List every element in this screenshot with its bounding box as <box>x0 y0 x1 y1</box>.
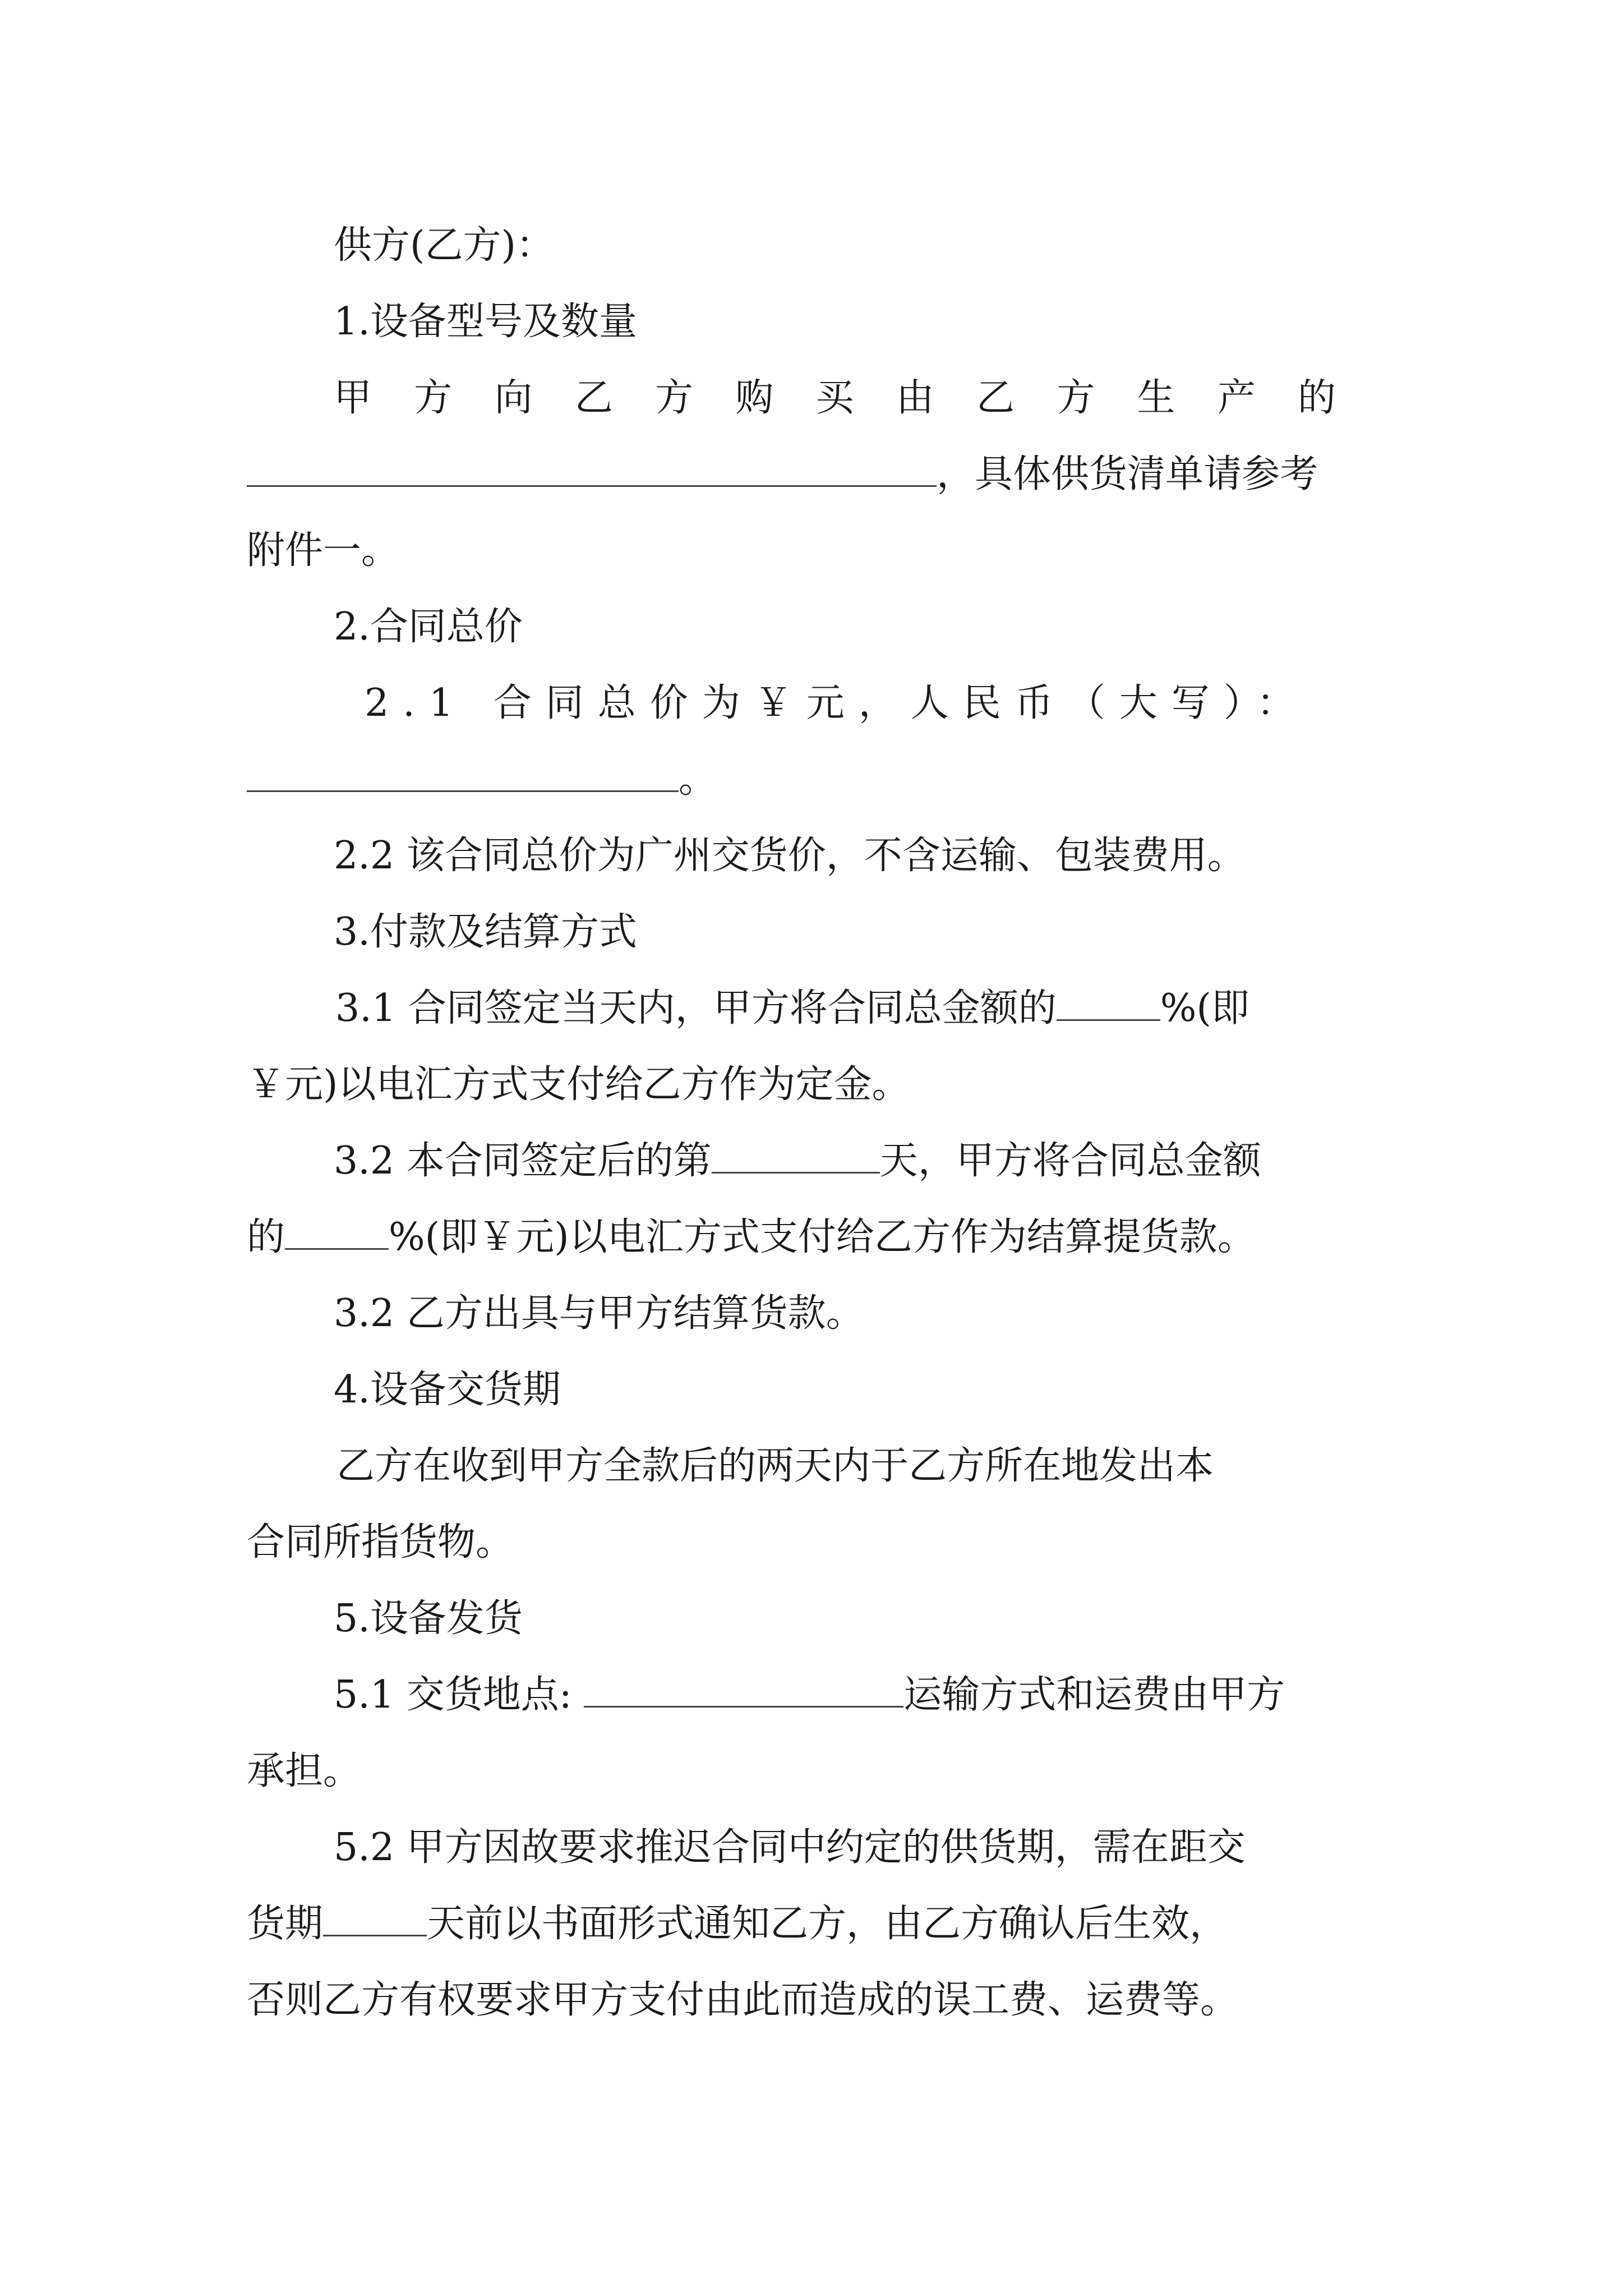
section5-2-d: 否则乙方有权要求甲方支付由此而造成的误工费、运费等。 <box>247 1978 1239 2022</box>
section3-1-a: 3.1 合同签定当天内，甲方将合同总金额的 <box>335 986 1057 1030</box>
section2-title: 2.合同总价 <box>334 605 523 649</box>
section3-3: 3.2 乙方出具与甲方结算货款。 <box>334 1291 864 1336</box>
section3-2-b: 天，甲方将合同总金额 <box>879 1139 1261 1183</box>
section5-1-line1 <box>247 1657 1374 1733</box>
section1-text-line1 <box>247 360 1374 436</box>
section5-2-b: 货期 <box>247 1902 324 1946</box>
section3-1-line1 <box>247 970 1374 1047</box>
section5-2-c: 天前以书面形式通知乙方，由乙方确认后生效， <box>427 1902 1228 1946</box>
section5-1-a: 5.1 交货地点: <box>334 1673 572 1717</box>
section3-2-d: %(即￥元)以电汇方式支付给乙方作为结算提货款。 <box>389 1215 1256 1259</box>
section3-1-c: ￥元)以电汇方式支付给乙方作为定金。 <box>247 1062 910 1107</box>
section2-1-line1 <box>247 665 1374 742</box>
section5-1-c: 承担。 <box>247 1749 362 1793</box>
equipment-name-blank[interactable] <box>247 446 937 487</box>
section5-2-line2 <box>247 1886 1374 1962</box>
section5-2-a: 5.2 甲方因故要求推迟合同中约定的供货期，需在距交 <box>334 1825 1246 1870</box>
section5-1-b: 运输方式和运费由甲方 <box>903 1673 1285 1717</box>
section4-text-b: 合同所指货物。 <box>247 1520 514 1565</box>
section3-title: 3.付款及结算方式 <box>334 910 637 954</box>
section5-title: 5.设备发货 <box>334 1596 523 1641</box>
section2-2: 2.2 该合同总价为广州交货价，不含运输、包装费用。 <box>334 834 1246 878</box>
section2-1-a: 2.1 合同总价为￥元，人民币（大写）： <box>365 681 1309 725</box>
section3-2-line1 <box>247 1123 1374 1199</box>
notice-days-blank[interactable] <box>323 1895 427 1936</box>
document-body <box>247 208 1374 2039</box>
deposit-percent-blank[interactable] <box>1057 980 1160 1021</box>
section1-text-line2 <box>247 436 1374 513</box>
total-price-uppercase-blank[interactable] <box>247 751 679 792</box>
delivery-location-blank[interactable] <box>584 1667 903 1708</box>
settlement-percent-blank[interactable] <box>285 1209 389 1250</box>
section1-text-a: 甲方向乙方购买由乙方生产的 <box>334 376 1374 420</box>
section3-1-b: %(即 <box>1160 986 1249 1030</box>
payment-day-blank[interactable] <box>712 1133 880 1174</box>
section3-2-c: 的 <box>247 1215 285 1259</box>
section1-text-c: 附件一。 <box>247 528 400 573</box>
section3-2-a: 3.2 本合同签定后的第 <box>334 1139 712 1183</box>
section4-text-a: 乙方在收到甲方全款后的两天内于乙方所在地发出本 <box>336 1444 1214 1488</box>
section4-title: 4.设备交货期 <box>334 1368 561 1412</box>
section2-1-b: 。 <box>679 757 717 802</box>
supplier-label: 供方(乙方)： <box>334 223 555 268</box>
section1-text-b: ，具体供货清单请参考 <box>937 452 1318 496</box>
section1-title: 1.设备型号及数量 <box>334 300 637 344</box>
section2-1-line2 <box>247 742 1374 818</box>
section3-2-line2 <box>247 1199 1374 1276</box>
